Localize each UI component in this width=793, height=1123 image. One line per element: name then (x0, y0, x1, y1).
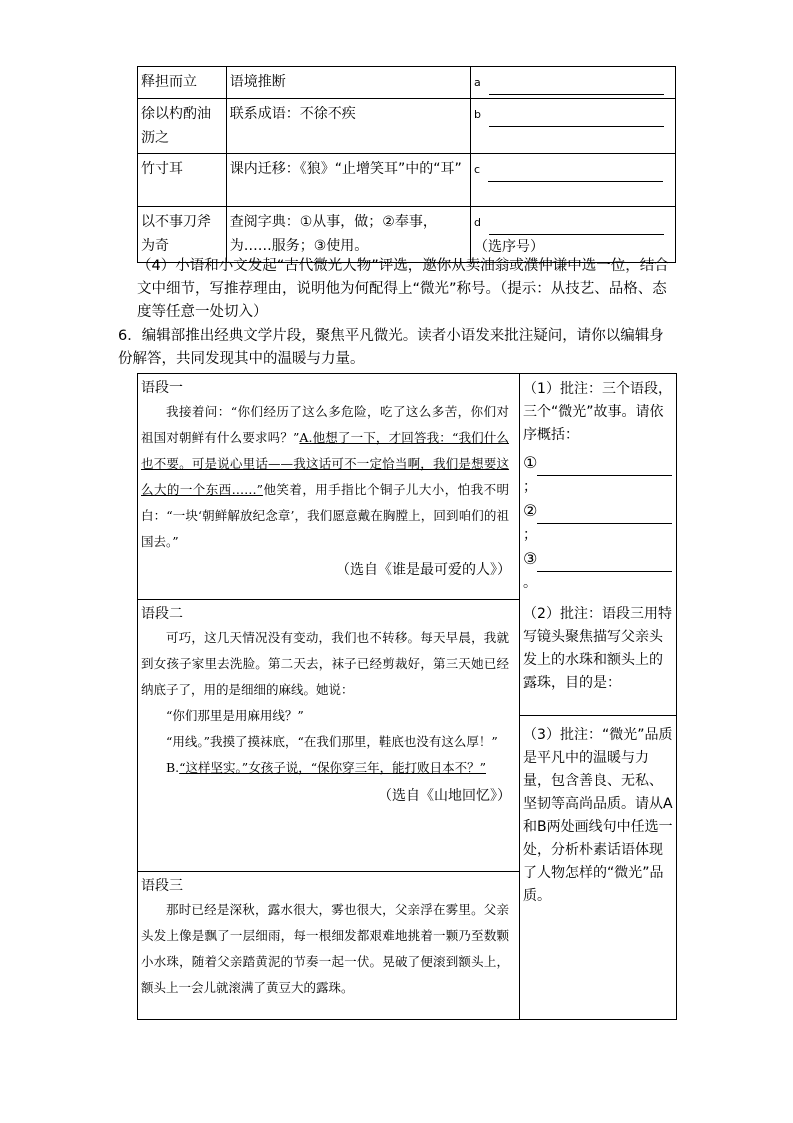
answer-blank[interactable] (537, 507, 672, 524)
segment-3-text: 那时已经是深秋，露水很大，雾也很大，父亲浮在雾里。父亲头发上像是飘了一层细雨，每一根细发都艰难地挑着一颗乃至数颗小水珠，随着父亲踏黄泥的节奏一起一伏。晃破了便滚到额头上，额头上一会儿就滚满了黄豆大的露珠。 (141, 902, 510, 995)
table-row (138, 99, 676, 154)
annotation-3 (520, 720, 676, 912)
marker: ③ (523, 549, 538, 568)
segment-2-text-1: 可巧，这几天情况没有变动，我们也不转移。每天早晨，我就到女孩子家里去洗脸。第二天去，袜子已经剪裁好，第三天她已经纳底子了，用的是细细的麻线。她说： (141, 630, 510, 697)
punctuation: 。 (523, 575, 538, 591)
underlined-sentence-b: “这样坚实。”女孩子说，“保你穿三年，能打败日本不？” (179, 760, 486, 775)
answer-blank[interactable] (488, 167, 663, 182)
marker: ② (523, 501, 538, 520)
segment-2-text-3: “用线。”我摸了摸袜底，“在我们那里，鞋底也没有这么厚！” (166, 734, 498, 749)
annotation-column (520, 374, 677, 1020)
answer-line-2[interactable] (523, 499, 673, 524)
word-cell: 徐以杓酌油沥之 (138, 99, 227, 154)
table-row (138, 67, 676, 99)
answer-letter: c (474, 163, 481, 176)
question-6: 6．编辑部推出经典文学片段，聚焦平凡微光。读者小语发来批注疑问，请你以编辑身份解答，共同发现其中的温暖与力量。 (118, 328, 664, 367)
word-cell: 释担而立 (138, 67, 227, 99)
answer-line-3[interactable] (523, 547, 673, 572)
annotation-1 (520, 374, 676, 599)
segment-2-text-2: “你们那里是用麻用线？” (166, 708, 304, 723)
source-citation: （选自《谁是最可爱的人》） (336, 562, 512, 578)
answer-letter: b (474, 108, 482, 121)
source-citation: （选自《山地回忆》） (378, 788, 512, 804)
answer-blank[interactable] (537, 555, 672, 572)
annotation-text: （1）批注：三个语段，三个“微光”故事。请依序概括： (523, 381, 672, 443)
segment-label: 语段二 (141, 606, 183, 622)
divider (520, 715, 676, 716)
question-4: （4）小语和小文发起“古代微光人物”评选，邀你从卖油翁或濮仲谦中选一位，结合文中细节，写推荐理由，说明他为何配得上“微光”称号。（提示：从技艺、品格、态度等任意一处切入） (137, 258, 669, 320)
text-span: 我接着问：“你们经历了这么多危险，吃了这么多苦，你们对祖国对朝鲜有什么要求吗？” (141, 404, 510, 445)
segment-label: 语段一 (141, 380, 183, 396)
answer-hint: （选序号） (474, 239, 545, 255)
word-cell: 竹寸耳 (138, 154, 227, 207)
table-row (138, 374, 677, 600)
segment-3 (138, 872, 520, 1020)
marker: ① (523, 453, 538, 472)
text-span: 他笑着，用手指比个铜子儿大小，怕我不明白：“一块‘朝鲜解放纪念章’，我们愿意戴在胸膛上，回到咱们的祖国去。” (141, 482, 510, 549)
method-cell: 联系成语：不徐不疾 (226, 99, 470, 154)
annotation-text: （3）批注：“微光”品质是平凡中的温暖与力量，包含善良、无私、坚韧等高尚品质。请从A和B两处画线句中任选一处，分析朴素话语体现了人物怎样的“微光”品质。 (523, 727, 673, 904)
annotation-text: （2）批注：语段三用特写镜头聚焦描写父亲头发上的水珠和额头上的露珠，目的是： (523, 606, 672, 691)
table-row (138, 154, 676, 207)
answer-blank[interactable] (489, 80, 664, 95)
answer-letter: a (474, 76, 481, 89)
answer-letter: d (474, 216, 482, 229)
segment-1-text (138, 399, 519, 555)
segment-2-text-4 (138, 755, 519, 781)
method-cell: 语境推断 (226, 67, 470, 99)
segment-2 (138, 600, 520, 872)
segment-label: 语段三 (141, 878, 183, 894)
punctuation: ； (523, 479, 538, 495)
answer-cell[interactable] (471, 154, 676, 207)
underlined-sentence-a: A.他想了一下，才回答我：“我们什么也不要。可是说心里话——我这话可不一定恰当啊，我们是想要这么大的一个东西……” (141, 430, 510, 497)
answer-blank[interactable] (489, 112, 664, 127)
segment-1 (138, 374, 520, 600)
method-cell: 课内迁移：《狼》“止增笑耳”中的“耳” (226, 154, 470, 207)
reading-table (137, 373, 677, 1020)
answer-line-1[interactable] (523, 451, 673, 476)
method-cell: 查阅字典：①从事，做；②奉事，为……服务；③使用。 (226, 207, 470, 263)
answer-blank[interactable] (537, 459, 672, 476)
annotation-2 (520, 599, 676, 720)
answer-cell[interactable] (471, 99, 676, 154)
answer-blank[interactable] (489, 220, 664, 235)
answer-cell[interactable] (471, 67, 676, 99)
word-cell: 以不事刀斧为奇 (138, 207, 227, 263)
text-span: B. (166, 760, 180, 775)
punctuation: ； (523, 527, 538, 543)
word-explanation-table (137, 66, 676, 263)
